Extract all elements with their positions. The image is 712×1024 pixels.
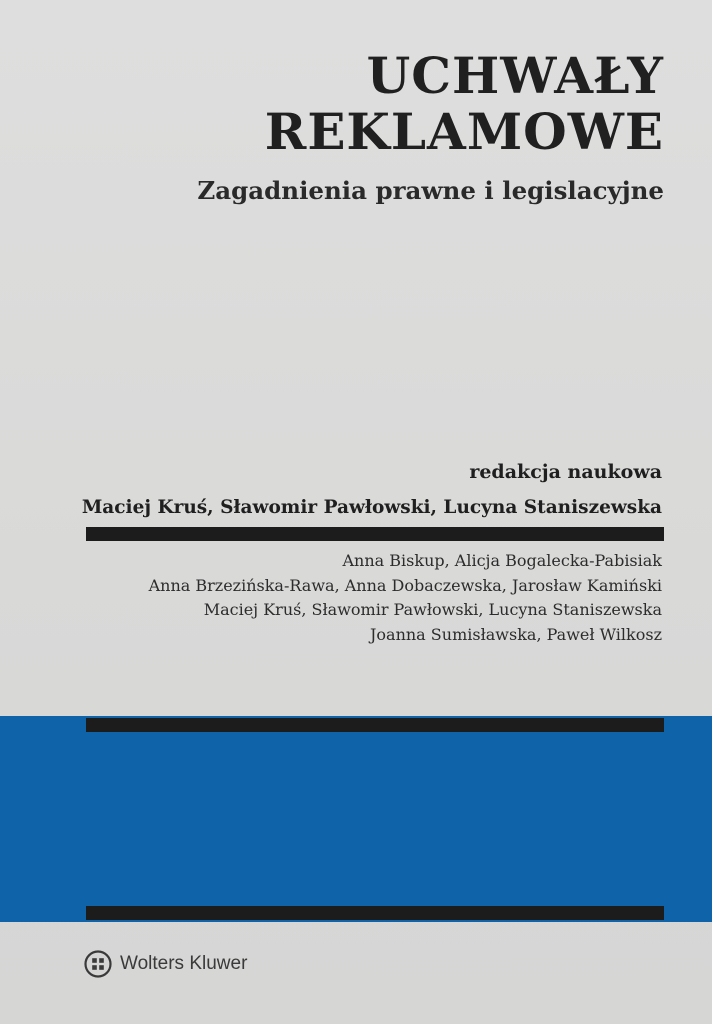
title-line-2: REKLAMOWE	[264, 102, 664, 161]
editors-names: Maciej Kruś, Sławomir Pawłowski, Lucyna Staniszewska	[81, 497, 662, 518]
author-line: Joanna Sumisławska, Paweł Wilkosz	[369, 624, 662, 644]
blue-band	[0, 716, 712, 922]
editors-label: redakcja naukowa	[469, 461, 662, 483]
divider-bar-band-top	[86, 718, 664, 732]
title-block	[197, 48, 664, 206]
publisher-name: Wolters Kluwer	[120, 953, 248, 974]
title-line-1: UCHWAŁY	[366, 46, 664, 105]
editors-block	[82, 454, 662, 526]
divider-bar-top	[86, 527, 664, 541]
author-line: Anna Biskup, Alicja Bogalecka-Pabisiak	[342, 551, 662, 570]
divider-bar-band-bottom	[86, 906, 664, 920]
author-line: Anna Brzezińska-Rawa, Anna Dobaczewska, Jarosław Kamiński	[148, 575, 662, 595]
wolters-kluwer-logo-icon	[84, 950, 112, 978]
subtitle: Zagadnienia prawne i legislacyjne	[197, 176, 664, 205]
authors-block	[149, 549, 662, 647]
author-line: Maciej Kruś, Sławomir Pawłowski, Lucyna Staniszewska	[203, 600, 662, 619]
publisher	[84, 950, 247, 978]
